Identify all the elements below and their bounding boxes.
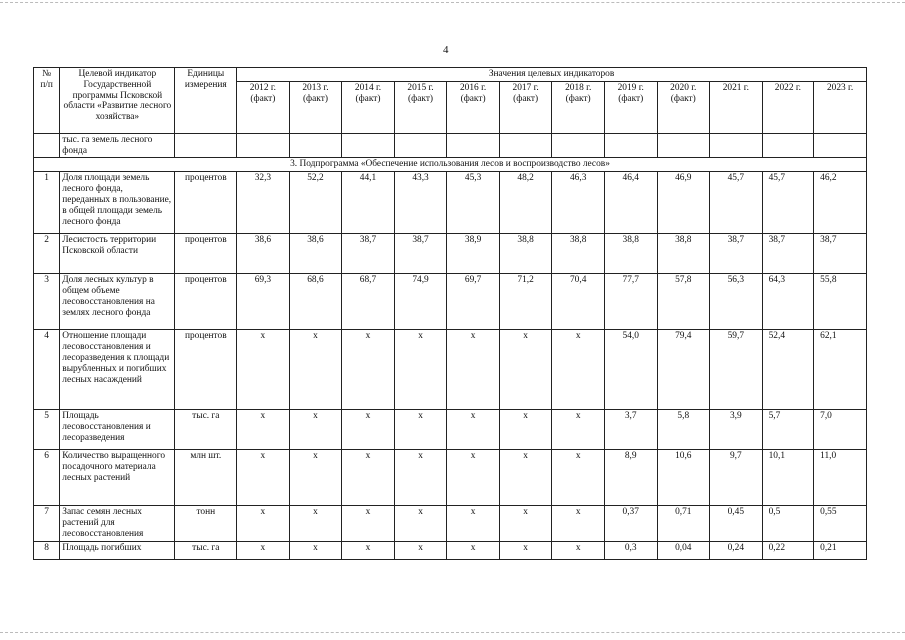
- header-year: 2017 г. (факт): [499, 81, 552, 133]
- header-year: 2020 г. (факт): [657, 81, 710, 133]
- value-cell: 0,21: [814, 542, 867, 560]
- value-cell: 38,7: [394, 234, 447, 274]
- value-cell: 10,1: [762, 450, 814, 506]
- value-cell: 32,3: [237, 172, 290, 234]
- header-year: 2014 г. (факт): [342, 81, 395, 133]
- unit-cell: тыс. га: [175, 542, 237, 560]
- value-cell: х: [447, 330, 500, 410]
- value-cell: 62,1: [814, 330, 867, 410]
- value-cell: х: [552, 410, 605, 450]
- value-cell: 48,2: [499, 172, 552, 234]
- value-cell: 59,7: [710, 330, 763, 410]
- value-cell: 5,8: [657, 410, 710, 450]
- value-cell: х: [289, 410, 342, 450]
- value-cell: х: [289, 542, 342, 560]
- value-cell: 0,04: [657, 542, 710, 560]
- value-cell: 64,3: [762, 274, 814, 330]
- indicator-name: Отношение площади лесовосстановления и лесоразведения к площади вырубленных и погибших лесных насаждений: [60, 330, 175, 410]
- value-cell: 69,7: [447, 274, 500, 330]
- unit-cell: тонн: [175, 506, 237, 542]
- row-number: 5: [34, 410, 60, 450]
- indicator-name: Количество выращенного посадочного материала лесных растений: [60, 450, 175, 506]
- value-cell: 9,7: [710, 450, 763, 506]
- value-cell: х: [394, 450, 447, 506]
- value-cell: 56,3: [710, 274, 763, 330]
- value-cell: х: [342, 506, 395, 542]
- value-cell: 46,3: [552, 172, 605, 234]
- scan-edge-top: [0, 2, 905, 4]
- value-cell: 46,2: [814, 172, 867, 234]
- page-number: 4: [443, 44, 449, 56]
- table-row: [34, 330, 867, 410]
- value-cell: 10,6: [657, 450, 710, 506]
- value-cell: 3,9: [710, 410, 763, 450]
- value-cell: 74,9: [394, 274, 447, 330]
- value-cell: х: [342, 542, 395, 560]
- row-number: 8: [34, 542, 60, 560]
- header-values-title: Значения целевых индикаторов: [237, 68, 867, 82]
- value-cell: 79,4: [657, 330, 710, 410]
- header-num: № п/п: [34, 68, 60, 134]
- value-cell: 0,22: [762, 542, 814, 560]
- value-cell: х: [289, 506, 342, 542]
- indicator-name: Лесистость территории Псковской области: [60, 234, 175, 274]
- value-cell: 38,7: [710, 234, 763, 274]
- table-row: [34, 410, 867, 450]
- value-cell: 38,9: [447, 234, 500, 274]
- value-cell: х: [499, 330, 552, 410]
- header-year: 2012 г. (факт): [237, 81, 290, 133]
- table-row: [34, 506, 867, 542]
- unit-cell: процентов: [175, 172, 237, 234]
- unit-cell: процентов: [175, 330, 237, 410]
- unit-cell: тыс. га: [175, 410, 237, 450]
- table-row: [34, 450, 867, 506]
- indicators-table: [33, 67, 867, 560]
- header-year: 2013 г. (факт): [289, 81, 342, 133]
- value-cell: 57,8: [657, 274, 710, 330]
- unit-cell: процентов: [175, 274, 237, 330]
- value-cell: 0,37: [604, 506, 657, 542]
- value-cell: х: [289, 450, 342, 506]
- value-cell: 52,2: [289, 172, 342, 234]
- header-unit: Единицы измерения: [175, 68, 237, 134]
- row-number: 3: [34, 274, 60, 330]
- value-cell: х: [499, 542, 552, 560]
- row-number: 4: [34, 330, 60, 410]
- value-cell: х: [447, 450, 500, 506]
- value-cell: 38,7: [342, 234, 395, 274]
- value-cell: х: [394, 330, 447, 410]
- value-cell: 46,9: [657, 172, 710, 234]
- value-cell: х: [552, 450, 605, 506]
- value-cell: х: [394, 542, 447, 560]
- value-cell: х: [237, 542, 290, 560]
- value-cell: 45,7: [762, 172, 814, 234]
- value-cell: 7,0: [814, 410, 867, 450]
- header-year: 2022 г.: [762, 81, 814, 133]
- value-cell: 0,5: [762, 506, 814, 542]
- section-row: [34, 158, 867, 172]
- header-year: 2019 г. (факт): [604, 81, 657, 133]
- continued-name: тыс. га земель лесного фонда: [60, 133, 175, 158]
- value-cell: 38,8: [657, 234, 710, 274]
- table-row: [34, 172, 867, 234]
- value-cell: 68,6: [289, 274, 342, 330]
- indicator-name: Доля площади земель лесного фонда, переданных в пользование, в общей площади земель лесного фонда: [60, 172, 175, 234]
- table-row: [34, 542, 867, 560]
- value-cell: 71,2: [499, 274, 552, 330]
- value-cell: х: [289, 330, 342, 410]
- value-cell: х: [552, 542, 605, 560]
- value-cell: х: [499, 506, 552, 542]
- value-cell: х: [552, 330, 605, 410]
- indicator-name: Доля лесных культур в общем объеме лесовосстановления на землях лесного фонда: [60, 274, 175, 330]
- value-cell: х: [394, 410, 447, 450]
- value-cell: 0,24: [710, 542, 763, 560]
- value-cell: 8,9: [604, 450, 657, 506]
- value-cell: 45,3: [447, 172, 500, 234]
- value-cell: 52,4: [762, 330, 814, 410]
- table-row: [34, 234, 867, 274]
- value-cell: 45,7: [710, 172, 763, 234]
- unit-cell: млн шт.: [175, 450, 237, 506]
- value-cell: х: [499, 450, 552, 506]
- value-cell: х: [447, 506, 500, 542]
- value-cell: х: [342, 330, 395, 410]
- header-year: 2016 г. (факт): [447, 81, 500, 133]
- value-cell: 11,0: [814, 450, 867, 506]
- value-cell: 5,7: [762, 410, 814, 450]
- value-cell: 44,1: [342, 172, 395, 234]
- continued-num: [34, 133, 60, 158]
- value-cell: 46,4: [604, 172, 657, 234]
- value-cell: 69,3: [237, 274, 290, 330]
- value-cell: х: [237, 506, 290, 542]
- value-cell: х: [447, 410, 500, 450]
- value-cell: х: [499, 410, 552, 450]
- value-cell: 68,7: [342, 274, 395, 330]
- continued-row: [34, 133, 867, 158]
- row-number: 6: [34, 450, 60, 506]
- value-cell: 38,8: [604, 234, 657, 274]
- row-number: 1: [34, 172, 60, 234]
- row-number: 2: [34, 234, 60, 274]
- value-cell: 3,7: [604, 410, 657, 450]
- value-cell: 0,55: [814, 506, 867, 542]
- value-cell: х: [237, 410, 290, 450]
- unit-cell: процентов: [175, 234, 237, 274]
- value-cell: х: [237, 450, 290, 506]
- value-cell: 0,3: [604, 542, 657, 560]
- header-year: 2021 г.: [710, 81, 763, 133]
- value-cell: х: [237, 330, 290, 410]
- header-year: 2023 г.: [814, 81, 867, 133]
- indicator-name: Площадь погибших: [60, 542, 175, 560]
- value-cell: 70,4: [552, 274, 605, 330]
- value-cell: 38,7: [814, 234, 867, 274]
- value-cell: 38,8: [499, 234, 552, 274]
- scan-edge-bottom: [0, 632, 905, 634]
- value-cell: 77,7: [604, 274, 657, 330]
- value-cell: х: [342, 410, 395, 450]
- value-cell: 38,7: [762, 234, 814, 274]
- value-cell: х: [342, 450, 395, 506]
- row-number: 7: [34, 506, 60, 542]
- table-row: [34, 274, 867, 330]
- header-indicator: Целевой индикатор Государственной программы Псковской области «Развитие лесного хозяйства»: [60, 68, 175, 134]
- indicator-name: Площадь лесовосстановления и лесоразведения: [60, 410, 175, 450]
- header-year: 2018 г. (факт): [552, 81, 605, 133]
- continued-unit: [175, 133, 237, 158]
- value-cell: 0,45: [710, 506, 763, 542]
- value-cell: 0,71: [657, 506, 710, 542]
- indicator-name: Запас семян лесных растений для лесовосстановления: [60, 506, 175, 542]
- value-cell: х: [552, 506, 605, 542]
- header-year: 2015 г. (факт): [394, 81, 447, 133]
- value-cell: 54,0: [604, 330, 657, 410]
- header-row-top: [34, 68, 867, 82]
- value-cell: 55,8: [814, 274, 867, 330]
- value-cell: 38,8: [552, 234, 605, 274]
- value-cell: 38,6: [289, 234, 342, 274]
- value-cell: х: [394, 506, 447, 542]
- section-title: 3. Подпрограмма «Обеспечение использования лесов и воспроизводство лесов»: [34, 158, 867, 172]
- value-cell: 38,6: [237, 234, 290, 274]
- value-cell: 43,3: [394, 172, 447, 234]
- value-cell: х: [447, 542, 500, 560]
